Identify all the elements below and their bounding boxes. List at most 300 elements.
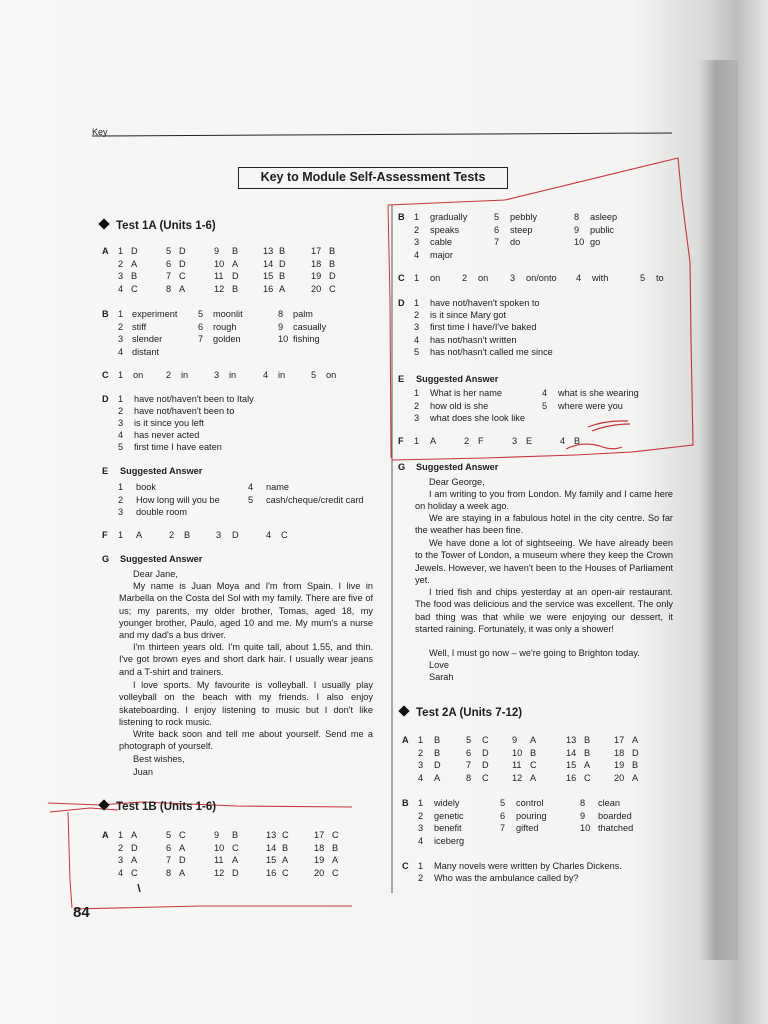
answer-value: C	[232, 842, 239, 853]
red-box-left-edge	[388, 205, 391, 458]
page-title: Key to Module Self-Assessment Tests	[238, 167, 508, 189]
item-number: 18	[314, 842, 325, 853]
answer-value: casually	[293, 321, 327, 332]
answer-value: B	[279, 271, 286, 282]
answer-value: fishing	[293, 334, 320, 345]
answer-value: A	[179, 283, 186, 294]
section-label: B	[402, 798, 409, 808]
answer-row	[418, 860, 688, 872]
item-number: 4	[266, 530, 272, 540]
answer-value: B	[434, 735, 441, 745]
answer-row	[418, 872, 688, 884]
item-number: 5	[311, 370, 317, 380]
item-number: 2	[414, 310, 420, 321]
answer-value: slender	[132, 334, 163, 345]
answer-row	[118, 308, 348, 321]
answer-value: B	[131, 271, 138, 282]
answer-row	[414, 334, 664, 346]
answer-value: A	[279, 283, 286, 294]
test1a-e-grid	[118, 481, 368, 519]
item-number: 1	[414, 436, 420, 446]
answer-row	[418, 759, 658, 772]
right-e-grid	[414, 387, 684, 425]
answer-row	[118, 494, 368, 507]
answer-value: in	[229, 370, 237, 380]
item-number: 4	[542, 388, 548, 398]
letter-paragraph: I am writing to you from London. My family and I came here on holiday a week ago.	[415, 489, 673, 512]
letter-signature: Sarah	[429, 672, 454, 682]
letter-paragraph: My name is Juan Moya and I'm from Spain. I live in Marbella on the Costa del Sol with my family. There are five of us; my parents, my older brother, Tomas, aged 18, my younger brother, Paulo, aged 10 and me. My mum's a nurse and my dad's a bus driver.	[119, 581, 373, 641]
answer-value: C	[131, 283, 138, 294]
item-number: 12	[214, 283, 225, 294]
test1a-d-list	[118, 393, 348, 453]
item-number: 9	[214, 246, 220, 256]
item-number: 6	[166, 842, 172, 853]
item-number: 3	[118, 418, 124, 428]
answer-value: first time I have eaten	[134, 442, 222, 452]
answer-value: is it since Mary got	[430, 310, 507, 321]
answer-value: pebbly	[510, 212, 538, 222]
item-number: 1	[418, 861, 424, 871]
answer-row	[414, 211, 644, 224]
answer-row	[414, 387, 684, 400]
answer-value: benefit	[434, 823, 462, 834]
item-number: 9	[512, 735, 518, 745]
item-number: 16	[566, 772, 577, 783]
item-number: 3	[414, 237, 420, 248]
item-number: 6	[500, 810, 506, 821]
answer-value: B	[282, 842, 289, 853]
answer-value: go	[590, 237, 601, 248]
answer-row	[414, 224, 644, 237]
item-number: 6	[466, 747, 472, 758]
item-number: 5	[166, 246, 172, 256]
item-number: 6	[494, 224, 500, 235]
answer-value: C	[329, 283, 336, 294]
section-label: F	[398, 436, 404, 446]
answer-value: D	[131, 246, 138, 256]
section-label: A	[102, 246, 109, 256]
answer-value: D	[131, 842, 138, 853]
answer-value: in	[181, 370, 189, 380]
answer-row	[118, 369, 348, 382]
answer-value: A	[232, 855, 239, 866]
answer-value: have not/haven't been to Italy	[134, 394, 254, 404]
section-label: E	[398, 374, 405, 384]
answer-row	[118, 405, 348, 417]
test1a-f-line	[118, 529, 348, 542]
test1a-heading	[100, 219, 216, 233]
answer-value: C	[131, 867, 138, 878]
item-number: 15	[266, 855, 277, 866]
item-number: 13	[566, 735, 577, 745]
section-label: G	[398, 462, 406, 472]
answer-value: D	[179, 246, 186, 256]
item-number: 2	[118, 842, 124, 853]
suggested-answer-label: Suggested Answer	[416, 462, 499, 472]
page-number: 84	[73, 904, 90, 921]
item-number: 2	[414, 400, 420, 411]
answer-row	[118, 529, 348, 542]
answer-row	[118, 333, 348, 346]
answer-row	[414, 321, 664, 333]
answer-value: B	[574, 436, 581, 446]
item-number: 2	[464, 436, 470, 446]
answer-value: B	[584, 735, 591, 745]
answer-row	[118, 854, 348, 867]
answer-value: what does she look like	[430, 413, 525, 424]
answer-row	[418, 797, 658, 810]
answer-value: A	[434, 772, 441, 783]
item-number: 12	[214, 867, 225, 878]
answer-value: C	[530, 760, 537, 771]
item-number: 9	[278, 321, 284, 332]
item-number: 5	[494, 212, 500, 222]
answer-value: B	[184, 530, 191, 540]
right-c-line	[414, 272, 664, 285]
answer-value: A	[131, 855, 138, 866]
answer-value: F	[478, 436, 484, 446]
item-number: 16	[263, 283, 274, 294]
item-number: 14	[266, 842, 277, 853]
answer-value: with	[592, 273, 609, 283]
letter-paragraph: I love sports. My favourite is volleyball. I usually play volleyball on the beach with my friends. I also enjoy skateboarding. I enjoy listening to music but I don't like listening to rock music.	[119, 680, 373, 727]
answer-row	[418, 772, 658, 785]
answer-value: C	[332, 867, 339, 878]
answer-value: D	[329, 271, 336, 282]
answer-row	[118, 283, 348, 296]
item-number: 3	[418, 760, 424, 771]
answer-value: genetic	[434, 810, 464, 821]
answer-value: rough	[213, 321, 237, 332]
section-label: B	[398, 212, 405, 222]
answer-value: have not/haven't been to	[134, 406, 235, 416]
section-label: F	[102, 530, 108, 540]
answer-value: C	[179, 830, 186, 840]
answer-row	[414, 346, 664, 358]
item-number: 20	[314, 867, 325, 878]
item-number: 7	[198, 334, 204, 345]
item-number: 3	[418, 823, 424, 834]
test2a-heading-text: Test 2A (Units 7-12)	[416, 707, 523, 719]
answer-row	[414, 272, 664, 285]
item-number: 15	[263, 271, 274, 282]
answer-value: C	[332, 830, 339, 840]
answer-value: asleep	[590, 212, 618, 222]
section-label: A	[402, 735, 409, 745]
answer-value: E	[526, 436, 533, 446]
letter-paragraph: Well, I must go now – we're going to Brighton today.	[429, 648, 640, 658]
item-number: 18	[311, 258, 322, 269]
item-number: 15	[566, 760, 577, 771]
answer-value: B	[530, 747, 537, 758]
answer-value: thatched	[598, 823, 634, 834]
answer-value: on	[478, 273, 489, 283]
item-number: 2	[118, 258, 124, 269]
answer-value: gradually	[430, 212, 468, 222]
answer-value: D	[179, 258, 186, 269]
answer-value: B	[329, 258, 336, 269]
answer-row	[418, 822, 658, 835]
item-number: 4	[418, 772, 424, 783]
answer-value: on	[430, 273, 441, 283]
answer-value: A	[179, 842, 186, 853]
item-number: 4	[118, 867, 124, 878]
answer-value: Many novels were written by Charles Dickens.	[434, 861, 622, 871]
answer-value: C	[282, 830, 289, 840]
answer-value: A	[584, 760, 591, 771]
item-number: 1	[118, 309, 124, 319]
answer-value: cable	[430, 237, 452, 248]
item-number: 5	[198, 309, 204, 319]
answer-value: D	[434, 760, 441, 771]
suggested-answer-label: Suggested Answer	[120, 554, 203, 564]
diamond-bullet-icon	[98, 799, 109, 810]
answer-value: A	[632, 735, 639, 745]
answer-row	[118, 417, 348, 429]
letter-paragraph: I'm thirteen years old. I'm quite tall, about 1.55, and thin. I've got brown eyes and short dark hair. I usually wear jeans and a T-shirt and trainers.	[119, 642, 373, 677]
answer-value: A	[136, 530, 143, 540]
item-number: 20	[614, 772, 625, 783]
letter-closing: Best wishes,	[133, 754, 185, 764]
item-number: 2	[118, 321, 124, 332]
answer-value: B	[232, 283, 239, 294]
item-number: 1	[118, 246, 124, 256]
test1a-heading-text: Test 1A (Units 1-6)	[116, 220, 216, 232]
item-number: 4	[576, 273, 582, 283]
answer-value: iceberg	[434, 835, 465, 846]
item-number: 2	[166, 370, 172, 380]
answer-value: clean	[598, 798, 620, 808]
answer-row	[118, 429, 348, 441]
item-number: 9	[214, 830, 220, 840]
item-number: 14	[566, 747, 577, 758]
answer-value: golden	[213, 334, 241, 345]
item-number: 1	[414, 388, 420, 398]
answer-value: do	[510, 237, 521, 248]
answer-row	[414, 412, 684, 425]
answer-row	[418, 747, 658, 760]
item-number: 17	[614, 735, 625, 745]
answer-value: has not/hasn't written	[430, 334, 517, 345]
answer-value: name	[266, 482, 289, 492]
answer-value: C	[281, 530, 288, 540]
answer-value: C	[179, 271, 186, 282]
answer-value: D	[179, 855, 186, 866]
item-number: 10	[580, 823, 591, 834]
answer-value: What is her name	[430, 388, 502, 398]
right-b-grid	[414, 211, 644, 261]
answer-row	[414, 297, 664, 309]
item-number: 14	[263, 258, 274, 269]
answer-value: C	[282, 867, 289, 878]
item-number: 1	[418, 735, 424, 745]
answer-value: A	[632, 772, 639, 783]
item-number: 6	[166, 258, 172, 269]
item-number: 10	[278, 334, 289, 345]
item-number: 6	[198, 321, 204, 332]
item-number: 17	[314, 830, 325, 840]
item-number: 3	[512, 436, 518, 446]
item-number: 2	[418, 873, 424, 883]
answer-value: speaks	[430, 224, 460, 235]
answer-value: B	[329, 246, 336, 256]
answer-value: boarded	[598, 810, 632, 821]
section-label: C	[402, 861, 409, 871]
item-number: 1	[414, 212, 420, 222]
answer-value: B	[332, 842, 339, 853]
answer-value: B	[232, 246, 239, 256]
item-number: 7	[494, 237, 500, 248]
test2a-heading	[400, 706, 522, 720]
item-number: 8	[166, 283, 172, 294]
item-number: 4	[248, 482, 254, 492]
item-number: 10	[512, 747, 523, 758]
item-number: 4	[118, 283, 124, 294]
answer-value: control	[516, 798, 544, 808]
answer-value: D	[232, 530, 239, 540]
answer-value: C	[584, 772, 591, 783]
answer-value: is it since you left	[134, 418, 204, 428]
item-number: 19	[314, 855, 325, 866]
answer-value: A	[430, 436, 437, 446]
right-d-list	[414, 297, 664, 358]
answer-value: B	[232, 830, 239, 840]
item-number: 8	[580, 798, 586, 808]
answer-row	[118, 441, 348, 453]
item-number: 3	[414, 413, 420, 424]
answer-value: A	[530, 735, 537, 745]
item-number: 1	[414, 273, 420, 283]
item-number: 8	[574, 212, 580, 222]
answer-value: public	[590, 224, 615, 235]
answer-value: D	[232, 271, 239, 282]
answer-row	[118, 867, 348, 880]
item-number: 4	[414, 334, 420, 345]
answer-value: to	[656, 273, 664, 283]
item-number: 4	[560, 436, 566, 446]
test1b-heading	[100, 800, 216, 814]
item-number: 3	[510, 273, 516, 283]
answer-value: D	[232, 867, 239, 878]
suggested-answer-label: Suggested Answer	[120, 466, 203, 476]
red-underline-bottom	[74, 906, 352, 909]
answer-value: have not/haven't spoken to	[430, 298, 540, 308]
item-number: 3	[216, 530, 222, 540]
answer-value: on/onto	[526, 273, 557, 283]
answer-row	[118, 393, 348, 405]
item-number: 20	[311, 283, 322, 294]
answer-row	[418, 734, 658, 747]
item-number: 5	[640, 273, 646, 283]
section-label: C	[398, 273, 405, 283]
answer-value: palm	[293, 309, 313, 319]
answer-value: A	[131, 830, 138, 840]
answer-value: has never acted	[134, 430, 200, 440]
answer-value: D	[482, 747, 489, 758]
answer-value: B	[632, 760, 639, 771]
item-number: 18	[614, 747, 625, 758]
item-number: 11	[214, 271, 224, 282]
answer-row	[118, 506, 368, 519]
answer-row	[118, 258, 348, 271]
item-number: 2	[418, 747, 424, 758]
item-number: 11	[512, 760, 522, 771]
answer-value: B	[434, 747, 441, 758]
item-number: 19	[311, 271, 322, 282]
answer-row	[118, 829, 348, 842]
letter-greeting: Dear Jane,	[133, 569, 178, 579]
item-number: 2	[462, 273, 468, 283]
suggested-answer-label: Suggested Answer	[416, 374, 499, 384]
item-number: 5	[500, 798, 506, 808]
item-number: 9	[580, 810, 586, 821]
answer-value: experiment	[132, 309, 178, 319]
letter-signature: Juan	[133, 767, 153, 777]
letter-paragraph: We are staying in a fabulous hotel in the city centre. So far the weather has been fine.	[415, 513, 673, 536]
diamond-bullet-icon	[98, 218, 109, 229]
item-number: 5	[414, 346, 420, 357]
answer-value: pouring	[516, 810, 547, 821]
answer-value: A	[179, 867, 186, 878]
answer-row	[118, 321, 348, 334]
item-number: 7	[500, 823, 506, 834]
answer-value: on	[133, 370, 144, 380]
item-number: 19	[614, 760, 625, 771]
item-number: 5	[466, 735, 472, 745]
test1a-a-grid	[118, 245, 348, 295]
ink-mark	[138, 884, 140, 892]
answer-value: moonlit	[213, 309, 243, 319]
answer-row	[118, 245, 348, 258]
answer-value: Who was the ambulance called by?	[434, 873, 579, 883]
item-number: 2	[118, 406, 124, 416]
answer-value: A	[232, 258, 239, 269]
item-number: 4	[263, 370, 269, 380]
letter-greeting: Dear George,	[429, 477, 485, 487]
item-number: 8	[466, 772, 472, 783]
answer-row	[414, 435, 614, 448]
answer-value: on	[326, 370, 337, 380]
item-number: 5	[166, 830, 172, 840]
item-number: 4	[118, 346, 124, 357]
answer-value: book	[136, 482, 156, 492]
answer-row	[414, 400, 684, 413]
section-label: B	[102, 309, 109, 319]
answer-value: A	[131, 258, 138, 269]
item-number: 1	[118, 370, 124, 380]
item-number: 4	[414, 249, 420, 260]
item-number: 2	[418, 810, 424, 821]
test2a-b-grid	[418, 797, 658, 847]
answer-value: what is she wearing	[558, 388, 639, 398]
item-number: 1	[118, 482, 124, 492]
answer-value: first time I have/I've baked	[430, 322, 537, 333]
test1a-b-grid	[118, 308, 348, 358]
right-f-line	[414, 435, 614, 448]
item-number: 9	[574, 224, 580, 235]
answer-value: B	[279, 246, 286, 256]
answer-value: in	[278, 370, 286, 380]
answer-value: A	[282, 855, 289, 866]
item-number: 3	[214, 370, 220, 380]
item-number: 1	[414, 298, 420, 308]
answer-row	[118, 842, 348, 855]
answer-value: steep	[510, 224, 533, 235]
item-number: 13	[266, 830, 277, 840]
item-number: 1	[118, 394, 124, 404]
answer-value: major	[430, 249, 453, 260]
